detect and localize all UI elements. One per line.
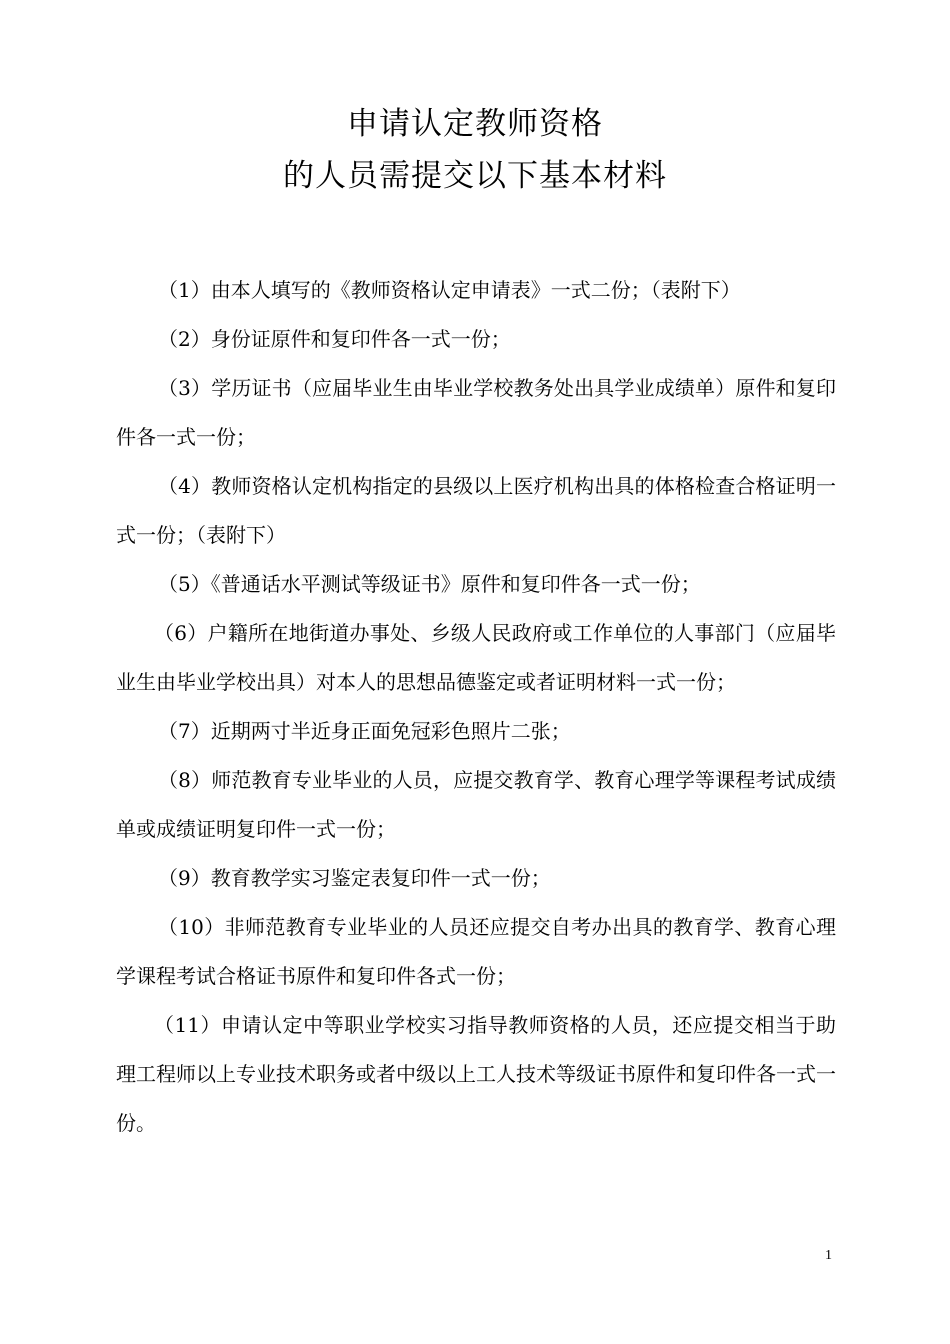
material-item-10: （10）非师范教育专业毕业的人员还应提交自考办出具的教育学、教育心理学课程考试合格证书原件和复印件各式一份； xyxy=(116,915,836,988)
material-item-3: （3）学历证书（应届毕业生由毕业学校教务处出具学业成绩单）原件和复印件各一式一份； xyxy=(116,376,836,449)
material-item-7: （7）近期两寸半近身正面免冠彩色照片二张； xyxy=(158,719,571,743)
material-item-8: （8）师范教育专业毕业的人员，应提交教育学、教育心理学等课程考试成绩单或成绩证明复印件一式一份； xyxy=(116,768,836,841)
page-number: 1 xyxy=(825,1248,832,1263)
material-list xyxy=(116,266,836,1148)
material-item-1: （1）由本人填写的《教师资格认定申请表》一式二份；（表附下） xyxy=(158,278,741,302)
title-line-2: 的人员需提交以下基本材料 xyxy=(283,158,667,194)
material-item-11: （11）申请认定中等职业学校实习指导教师资格的人员，还应提交相当于助理工程师以上专业技术职务或者中级以上工人技术等级证书原件和复印件各一式一份。 xyxy=(116,1013,836,1135)
material-item-6: （6）户籍所在地街道办事处、乡级人民政府或工作单位的人事部门（应届毕业生由毕业学校出具）对本人的思想品德鉴定或者证明材料一式一份； xyxy=(116,621,836,694)
material-item-9: （9）教育教学实习鉴定表复印件一式一份； xyxy=(158,866,551,890)
material-item-4: （4）教师资格认定机构指定的县级以上医疗机构出具的体格检查合格证明一式一份；（表附下） xyxy=(116,474,836,547)
material-item-2: （2）身份证原件和复印件各一式一份； xyxy=(158,327,511,351)
material-item-5: （5）《普通话水平测试等级证书》原件和复印件各一式一份； xyxy=(158,572,701,596)
title-line-1: 申请认定教师资格 xyxy=(347,106,603,142)
